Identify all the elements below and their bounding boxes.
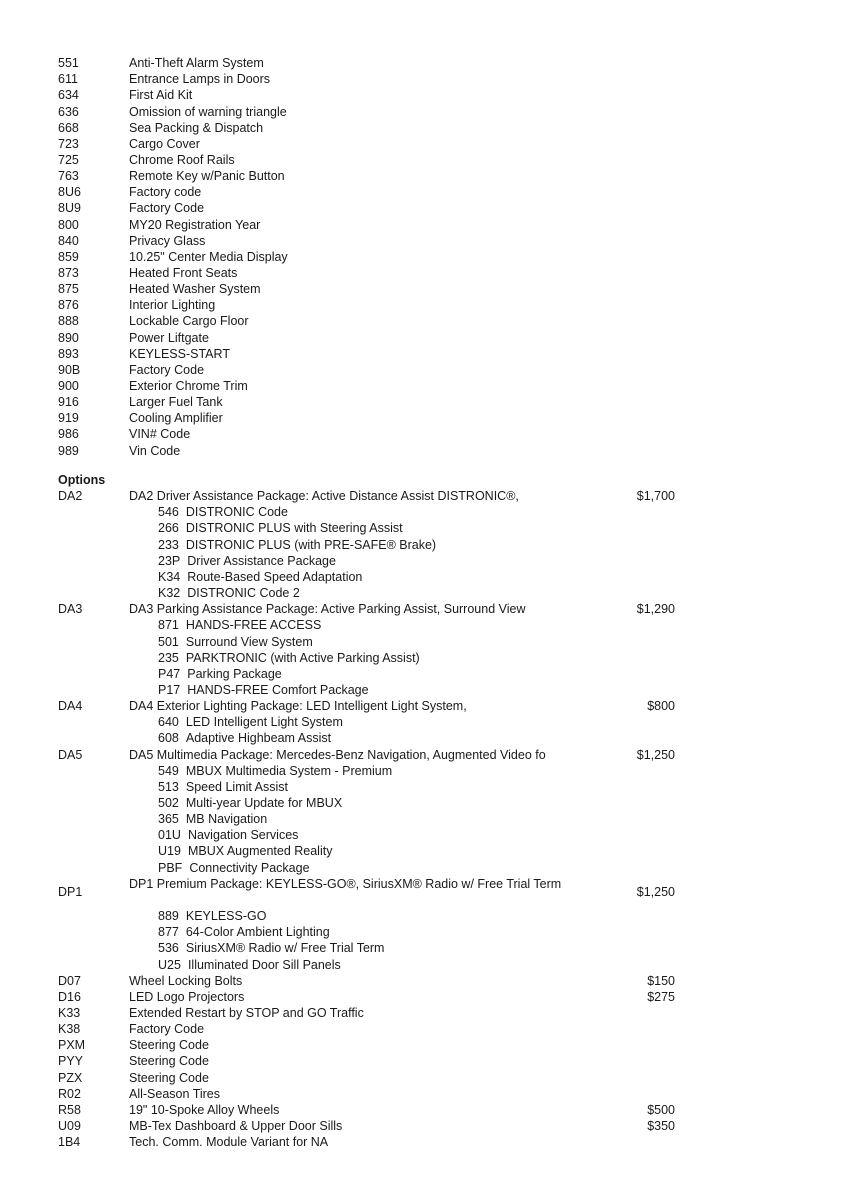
- package-item-row: [0, 860, 848, 876]
- option-price: $275: [647, 989, 675, 1004]
- option-description: LED Logo Projectors: [129, 989, 245, 1004]
- package-item-row: [0, 957, 848, 973]
- package-item: [158, 795, 342, 811]
- package-item-code: K32: [158, 586, 181, 600]
- package-item-code: 502: [158, 796, 179, 810]
- option-description: Steering Code: [129, 1054, 209, 1069]
- package-item-code: 640: [158, 715, 179, 730]
- package-price: $1,700: [636, 489, 675, 504]
- option-code: 551: [58, 56, 79, 70]
- option-code: 919: [58, 411, 79, 426]
- package-item: [158, 634, 313, 650]
- option-code: R58: [58, 1102, 81, 1117]
- option-code: 900: [58, 379, 79, 393]
- package-item-code: 546: [158, 505, 179, 520]
- package-item: [158, 779, 288, 795]
- base-code-row: [0, 313, 848, 329]
- option-description: Entrance Lamps in Doors: [129, 72, 271, 87]
- package-item: [158, 537, 436, 553]
- package-item-description: DISTRONIC Code 2: [187, 586, 300, 600]
- base-code-row: [0, 233, 848, 249]
- option-description: KEYLESS-START: [129, 346, 230, 361]
- package-item: [158, 940, 384, 956]
- package-item-row: [0, 520, 848, 536]
- package-item-row: [0, 827, 848, 843]
- package-item-code: 889: [158, 909, 179, 923]
- package-row: [0, 698, 848, 714]
- package-item-description: Speed Limit Assist: [185, 779, 288, 794]
- option-row: [0, 1102, 848, 1118]
- option-description: Steering Code: [129, 1070, 209, 1085]
- option-code: 634: [58, 88, 79, 103]
- package-item-description: DISTRONIC PLUS (with PRE-SAFE® Brake): [185, 537, 437, 552]
- package-code: DP1: [58, 884, 83, 899]
- package-item-row: [0, 811, 848, 827]
- base-code-row: [0, 297, 848, 313]
- option-code: 8U9: [58, 201, 81, 216]
- package-description: DA4 Exterior Lighting Package: LED Intelligent Light System,: [129, 699, 467, 714]
- base-code-row: [0, 104, 848, 120]
- package-item: [158, 714, 343, 730]
- package-description: DA2 Driver Assistance Package: Active Distance Assist DISTRONIC®,: [129, 489, 519, 504]
- option-code: 8U6: [58, 185, 81, 200]
- package-item: [158, 553, 336, 569]
- option-description: Anti-Theft Alarm System: [129, 56, 264, 70]
- package-item-description: Parking Package: [187, 666, 282, 681]
- package-item-description: Illuminated Door Sill Panels: [187, 957, 341, 972]
- option-description: VIN# Code: [129, 427, 191, 442]
- package-item-description: HANDS-FREE Comfort Package: [187, 682, 369, 697]
- package-item-code: 23P: [158, 553, 181, 568]
- option-code: PZX: [58, 1070, 83, 1085]
- package-item-description: Route-Based Speed Adaptation: [187, 569, 363, 584]
- option-code: 723: [58, 136, 79, 151]
- option-description: Wheel Locking Bolts: [129, 973, 243, 988]
- option-row: [0, 1086, 848, 1102]
- package-price: $1,290: [636, 602, 675, 617]
- option-description: MY20 Registration Year: [129, 217, 261, 232]
- base-code-row: [0, 55, 848, 71]
- package-item: [158, 957, 341, 973]
- package-item-code: 608: [158, 731, 179, 746]
- package-item-row: [0, 569, 848, 585]
- package-item-row: [0, 779, 848, 795]
- package-item-code: 501: [158, 634, 179, 649]
- package-item-description: LED Intelligent Light System: [185, 715, 343, 730]
- package-item-code: 877: [158, 925, 179, 940]
- package-code: DA2: [58, 489, 83, 504]
- option-code: K38: [58, 1022, 81, 1037]
- package-row: [0, 488, 848, 504]
- package-item-description: Adaptive Highbeam Assist: [185, 731, 332, 746]
- option-code: 893: [58, 346, 79, 361]
- package-item-row: [0, 666, 848, 682]
- base-code-row: [0, 168, 848, 184]
- package-price: $1,250: [636, 884, 675, 899]
- option-row: [0, 1021, 848, 1037]
- package-row: [0, 601, 848, 617]
- base-code-row: [0, 136, 848, 152]
- options-heading-row: [0, 472, 848, 488]
- base-code-row: [0, 217, 848, 233]
- option-description: Cargo Cover: [129, 136, 200, 151]
- option-description: Sea Packing & Dispatch: [129, 120, 264, 135]
- option-description: Heated Front Seats: [129, 266, 238, 280]
- package-item: [158, 666, 282, 682]
- option-description: Tech. Comm. Module Variant for NA: [129, 1135, 329, 1150]
- option-description: Lockable Cargo Floor: [129, 314, 249, 329]
- option-description: Chrome Roof Rails: [129, 152, 235, 167]
- option-description: Larger Fuel Tank: [129, 395, 223, 410]
- option-description: Factory code: [129, 185, 202, 200]
- package-description: DA5 Multimedia Package: Mercedes-Benz Navigation, Augmented Video fo: [129, 747, 546, 762]
- package-item-row: [0, 553, 848, 569]
- package-item-row: [0, 763, 848, 779]
- option-code: 888: [58, 314, 79, 329]
- option-row: [0, 1134, 848, 1150]
- package-item-row: [0, 617, 848, 633]
- package-item-description: Multi-year Update for MBUX: [185, 796, 343, 810]
- package-code: DA4: [58, 699, 83, 714]
- option-price: $350: [647, 1119, 675, 1133]
- base-code-row: [0, 346, 848, 362]
- base-code-row: [0, 378, 848, 394]
- option-description: Factory Code: [129, 1022, 205, 1037]
- package-item: [158, 585, 300, 601]
- package-item-row: [0, 714, 848, 730]
- option-row: [0, 1070, 848, 1086]
- package-item-row: [0, 504, 848, 520]
- option-description: First Aid Kit: [129, 88, 193, 103]
- package-description: DP1 Premium Package: KEYLESS-GO®, SiriusXM® Radio w/ Free Trial Term: [129, 876, 562, 891]
- package-item: [158, 908, 266, 924]
- option-price: $150: [647, 973, 675, 988]
- option-code: U09: [58, 1119, 81, 1133]
- package-item-code: K34: [158, 569, 181, 584]
- package-item-code: 365: [158, 812, 179, 827]
- package-item: [158, 843, 332, 859]
- option-code: 989: [58, 443, 79, 458]
- package-item-code: 871: [158, 618, 179, 633]
- base-code-row: [0, 87, 848, 103]
- package-item-code: 235: [158, 650, 179, 665]
- package-item: [158, 827, 298, 843]
- package-code: DA3: [58, 602, 83, 617]
- option-code: PYY: [58, 1054, 84, 1069]
- package-item-description: 64-Color Ambient Lighting: [185, 925, 330, 940]
- package-item-row: [0, 585, 848, 601]
- option-code: 668: [58, 120, 79, 135]
- base-code-row: [0, 249, 848, 265]
- option-description: Remote Key w/Panic Button: [129, 169, 285, 184]
- option-code: 725: [58, 152, 79, 167]
- package-item-description: HANDS-FREE ACCESS: [185, 618, 322, 633]
- package-item-description: Surround View System: [185, 634, 313, 649]
- package-item-row: [0, 650, 848, 666]
- option-code: 916: [58, 395, 79, 410]
- option-code: 840: [58, 233, 79, 248]
- option-code: 873: [58, 266, 79, 280]
- base-code-row: [0, 120, 848, 136]
- package-item: [158, 520, 403, 536]
- package-item-code: 549: [158, 763, 179, 778]
- option-description: 10.25" Center Media Display: [129, 249, 288, 264]
- package-item: [158, 811, 267, 827]
- package-item-description: KEYLESS-GO: [185, 909, 267, 923]
- option-code: 800: [58, 217, 79, 232]
- package-item-code: P17: [158, 682, 181, 697]
- package-row: [0, 876, 848, 908]
- base-code-row: [0, 443, 848, 459]
- package-item-code: 266: [158, 521, 179, 536]
- option-description: Factory Code: [129, 362, 205, 377]
- option-code: 636: [58, 104, 79, 119]
- base-code-row: [0, 184, 848, 200]
- option-description: Steering Code: [129, 1038, 209, 1053]
- package-item-code: P47: [158, 666, 181, 681]
- base-code-row: [0, 410, 848, 426]
- option-description: Omission of warning triangle: [129, 104, 287, 119]
- option-code: 90B: [58, 362, 81, 377]
- option-row: [0, 989, 848, 1005]
- base-code-row: [0, 152, 848, 168]
- option-description: Extended Restart by STOP and GO Traffic: [129, 1005, 364, 1020]
- package-item-code: PBF: [158, 860, 183, 875]
- option-description: Heated Washer System: [129, 282, 261, 297]
- option-description: Cooling Amplifier: [129, 411, 223, 426]
- option-description: 19" 10-Spoke Alloy Wheels: [129, 1102, 280, 1117]
- package-code: DA5: [58, 747, 83, 762]
- package-item-description: DISTRONIC Code: [185, 505, 288, 520]
- package-item-description: MBUX Augmented Reality: [187, 844, 333, 859]
- option-description: MB-Tex Dashboard & Upper Door Sills: [129, 1119, 343, 1133]
- option-code: 1B4: [58, 1135, 81, 1150]
- option-code: D16: [58, 989, 81, 1004]
- package-description: DA3 Parking Assistance Package: Active Parking Assist, Surround View: [129, 602, 526, 617]
- base-code-row: [0, 362, 848, 378]
- option-code: 876: [58, 298, 79, 313]
- base-code-row: [0, 265, 848, 281]
- base-code-row: [0, 394, 848, 410]
- package-item-code: 01U: [158, 828, 181, 843]
- package-item-row: [0, 924, 848, 940]
- option-price: $500: [647, 1102, 675, 1117]
- option-description: Privacy Glass: [129, 233, 206, 248]
- package-item: [158, 924, 330, 940]
- package-item-description: Navigation Services: [187, 828, 299, 843]
- option-row: [0, 1053, 848, 1069]
- option-description: Interior Lighting: [129, 298, 216, 313]
- package-item-code: 513: [158, 779, 179, 794]
- package-item: [158, 763, 392, 779]
- package-item: [158, 617, 321, 633]
- base-code-row: [0, 71, 848, 87]
- package-item-description: Driver Assistance Package: [187, 553, 336, 568]
- base-code-row: [0, 330, 848, 346]
- package-item-description: MBUX Multimedia System - Premium: [185, 763, 393, 778]
- package-item-code: U25: [158, 957, 181, 972]
- option-code: K33: [58, 1005, 81, 1020]
- base-code-row: [0, 200, 848, 216]
- package-item-row: [0, 730, 848, 746]
- package-item: [158, 860, 310, 876]
- package-item: [158, 569, 362, 585]
- package-item-row: [0, 682, 848, 698]
- option-row: [0, 1118, 848, 1134]
- package-item-description: SiriusXM® Radio w/ Free Trial Term: [185, 941, 385, 956]
- base-code-row: [0, 281, 848, 297]
- option-row: [0, 1005, 848, 1021]
- option-description: Vin Code: [129, 443, 181, 458]
- package-price: $800: [647, 699, 675, 714]
- package-row: [0, 747, 848, 763]
- package-item: [158, 504, 288, 520]
- package-price: $1,250: [636, 747, 675, 762]
- option-code: PXM: [58, 1038, 86, 1053]
- option-code: 890: [58, 330, 79, 345]
- package-item-code: 233: [158, 537, 179, 552]
- option-code: 859: [58, 249, 79, 264]
- package-item-row: [0, 843, 848, 859]
- package-item-code: U19: [158, 844, 181, 859]
- package-item: [158, 650, 420, 666]
- package-item-description: Connectivity Package: [189, 860, 310, 875]
- option-code: D07: [58, 973, 81, 988]
- package-item-row: [0, 634, 848, 650]
- package-item-description: DISTRONIC PLUS with Steering Assist: [185, 521, 403, 536]
- package-item-row: [0, 795, 848, 811]
- package-item-description: MB Navigation: [185, 812, 268, 827]
- package-item-row: [0, 940, 848, 956]
- option-row: [0, 1037, 848, 1053]
- package-item-row: [0, 537, 848, 553]
- package-item-description: PARKTRONIC (with Active Parking Assist): [185, 650, 420, 665]
- option-description: Factory Code: [129, 201, 205, 216]
- package-item: [158, 682, 369, 698]
- package-item-code: 536: [158, 941, 179, 956]
- option-row: [0, 973, 848, 989]
- package-item: [158, 730, 331, 746]
- option-description: Power Liftgate: [129, 330, 209, 345]
- option-code: 763: [58, 169, 79, 184]
- option-code: 986: [58, 427, 79, 442]
- option-code: R02: [58, 1086, 81, 1101]
- option-description: All-Season Tires: [129, 1086, 221, 1101]
- option-code: 875: [58, 282, 79, 297]
- option-code: 611: [58, 72, 78, 87]
- base-code-row: [0, 426, 848, 442]
- option-description: Exterior Chrome Trim: [129, 379, 248, 393]
- package-item-row: [0, 908, 848, 924]
- section-heading: Options: [58, 473, 106, 487]
